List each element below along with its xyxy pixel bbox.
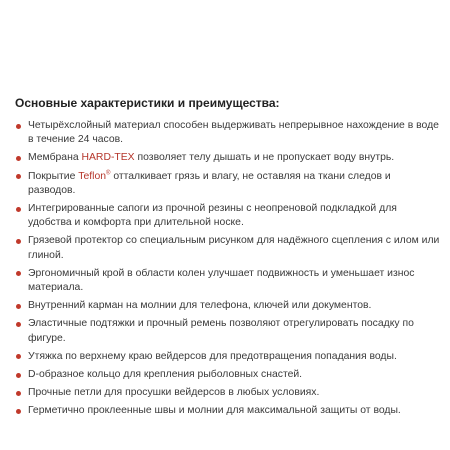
- feature-text: Прочные петли для просушки вейдерсов в любых условиях.: [28, 387, 320, 399]
- feature-text: Герметично проклеенные швы и молнии для максимальной защиты от воды.: [28, 405, 401, 417]
- feature-item: [15, 386, 440, 400]
- bullet-dot-icon: [16, 391, 21, 396]
- feature-text: Эластичные подтяжки и прочный ремень позволяют отрегулировать посадку по фигуре.: [28, 318, 414, 344]
- registered-mark: ®: [106, 170, 111, 177]
- feature-text: Утяжка по верхнему краю вейдерсов для предотвращения попадания воды.: [28, 350, 397, 362]
- feature-item: [15, 202, 440, 230]
- feature-text: Внутренний карман на молнии для телефона, ключей или документов.: [28, 300, 372, 312]
- feature-item: [15, 234, 440, 262]
- brand-hard-tex: HARD-TEX: [81, 152, 135, 164]
- section-title: Основные характеристики и преимущества:: [15, 96, 280, 110]
- bullet-dot-icon: [16, 354, 21, 359]
- feature-item: [15, 267, 440, 295]
- feature-text-prefix: Покрытие: [28, 170, 79, 182]
- feature-text-suffix: позволяет телу дышать и не пропускает воду внутрь.: [134, 152, 395, 164]
- bullet-dot-icon: [16, 156, 21, 161]
- feature-text-prefix: Мембрана: [28, 152, 82, 164]
- feature-text: Грязевой протектор со специальным рисунком для надёжного сцепления с илом или глиной.: [28, 235, 440, 261]
- feature-item: [15, 317, 440, 345]
- bullet-dot-icon: [16, 207, 21, 212]
- feature-text: Интегрированные сапоги из прочной резины с неопреновой подкладкой для удобства и комфорта при длительной носке.: [28, 203, 397, 229]
- feature-item: [15, 170, 440, 198]
- bullet-dot-icon: [16, 271, 21, 276]
- feature-item: [15, 151, 440, 165]
- bullet-dot-icon: [16, 304, 21, 309]
- bullet-dot-icon: [16, 124, 21, 129]
- feature-list: [15, 119, 440, 423]
- feature-item: [15, 350, 440, 364]
- bullet-dot-icon: [16, 322, 21, 327]
- bullet-dot-icon: [16, 409, 21, 414]
- feature-item: [15, 368, 440, 382]
- feature-item: [15, 119, 440, 147]
- bullet-dot-icon: [16, 373, 21, 378]
- feature-text: D-образное кольцо для крепления рыболовных снастей.: [28, 369, 303, 381]
- feature-item: [15, 404, 440, 418]
- bullet-dot-icon: [16, 239, 21, 244]
- feature-item: [15, 299, 440, 313]
- feature-text-suffix: отталкивает грязь и влагу, не оставляя на ткани следов и разводов.: [28, 170, 391, 196]
- brand-teflon: Teflon: [78, 170, 107, 182]
- bullet-dot-icon: [16, 174, 21, 179]
- feature-text: Четырёхслойный материал способен выдерживать непрерывное нахождение в воде в течение 24 часов.: [28, 120, 439, 146]
- feature-text: Эргономичный крой в области колен улучшает подвижность и уменьшает износ материала.: [28, 267, 415, 294]
